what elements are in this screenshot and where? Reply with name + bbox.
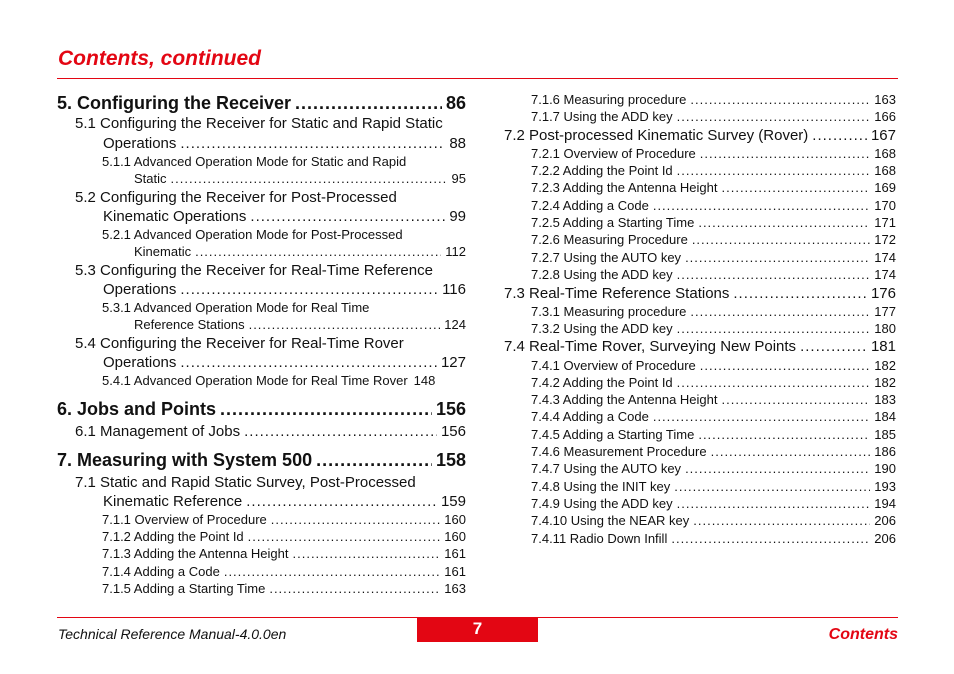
toc-entry-title: 7.4 Real-Time Rover, Surveying New Points <box>504 338 797 355</box>
toc-entry-7-3-1[interactable] <box>531 305 896 318</box>
dot-leader <box>698 216 870 229</box>
toc-entry-page: 168 <box>874 163 896 178</box>
dot-leader <box>295 94 442 112</box>
toc-entry-page: 176 <box>870 285 896 302</box>
toc-entry-7-4-5[interactable] <box>531 428 896 441</box>
toc-entry-title: 7.4.10 Using the NEAR key <box>531 513 690 528</box>
toc-entry-5[interactable] <box>57 94 466 112</box>
toc-entry-page: 124 <box>444 317 466 332</box>
toc-entry-title: Kinematic Reference <box>103 493 243 510</box>
toc-entry-7-2-4[interactable] <box>531 199 896 212</box>
toc-entry-page: 182 <box>874 375 896 390</box>
toc-entry-7-2-8[interactable] <box>531 268 896 281</box>
toc-entry-title: 7.2.7 Using the AUTO key <box>531 250 682 265</box>
toc-entry-title: 7.2.2 Adding the Point Id <box>531 163 673 178</box>
dot-leader <box>653 410 870 423</box>
toc-entry-7-1-line1[interactable]: 7.1 Static and Rapid Static Survey, Post-Processed <box>75 474 416 491</box>
toc-entry-title: 7.3 Real-Time Reference Stations <box>504 285 730 302</box>
dot-leader <box>685 251 870 264</box>
toc-entry-title: 7. Measuring with System 500 <box>57 450 313 470</box>
toc-entry-page: 166 <box>874 109 896 124</box>
toc-entry-title: 7.4.1 Overview of Procedure <box>531 358 696 373</box>
dot-leader <box>246 494 437 509</box>
toc-entry-7-4-7[interactable] <box>531 462 896 475</box>
toc-entry-5-1-1-line1[interactable]: 5.1.1 Advanced Operation Mode for Static and Rapid <box>102 154 407 169</box>
dot-leader <box>180 355 437 370</box>
toc-entry-title: 7.2 Post-processed Kinematic Survey (Rover) <box>504 127 809 144</box>
dot-leader <box>677 164 871 177</box>
dot-leader <box>733 286 867 301</box>
toc-entry-7-4-3[interactable] <box>531 393 896 406</box>
toc-entry-5-1[interactable] <box>103 136 466 151</box>
dot-leader <box>812 128 867 143</box>
toc-entry-title: 7.2.5 Adding a Starting Time <box>531 215 695 230</box>
page-title: Contents, continued <box>58 47 261 70</box>
toc-entry-title: Static <box>134 171 167 186</box>
toc-entry-title: 7.4.11 Radio Down Infill <box>531 531 668 546</box>
toc-entry-5-3-1-line1[interactable]: 5.3.1 Advanced Operation Mode for Real Time <box>102 300 370 315</box>
toc-entry-page: 206 <box>874 531 896 546</box>
toc-entry-page: 161 <box>444 546 466 561</box>
toc-entry-page: 160 <box>444 529 466 544</box>
toc-entry-7-1[interactable] <box>103 494 466 509</box>
toc-entry-page: 158 <box>435 450 466 470</box>
dot-leader <box>249 318 441 331</box>
toc-entry-title: 7.1.4 Adding a Code <box>102 564 220 579</box>
toc-entry-page: 185 <box>874 427 896 442</box>
dot-leader <box>250 209 445 224</box>
toc-entry-7-4[interactable] <box>504 339 896 354</box>
toc-entry-title: Operations <box>103 354 177 371</box>
dot-leader <box>711 445 871 458</box>
toc-entry-7-4-6[interactable] <box>531 445 896 458</box>
toc-entry-title: Operations <box>103 135 177 152</box>
dot-leader <box>671 532 870 545</box>
footer-manual-title: Technical Reference Manual-4.0.0en <box>58 626 287 642</box>
toc-entry-page: 171 <box>874 215 896 230</box>
toc-entry-title: 7.4.7 Using the AUTO key <box>531 461 682 476</box>
toc-entry-7-4-11[interactable] <box>531 532 896 545</box>
toc-entry-page: 99 <box>449 208 466 225</box>
page-number: 7 <box>417 618 538 642</box>
toc-entry-7[interactable] <box>57 451 466 469</box>
toc-entry-7-1-6[interactable] <box>531 93 896 106</box>
toc-entry-title: 7.1.7 Using the ADD key <box>531 109 673 124</box>
dot-leader <box>722 393 871 406</box>
toc-entry-7-2-1[interactable] <box>531 147 896 160</box>
toc-entry-title: 7.1.6 Measuring procedure <box>531 92 687 107</box>
toc-entry-7-1-4[interactable] <box>102 565 466 578</box>
dot-leader <box>677 268 871 281</box>
toc-entry-7-1-7[interactable] <box>531 110 896 123</box>
toc-entry-page: 167 <box>870 127 896 144</box>
toc-entry-7-2-3[interactable] <box>531 181 896 194</box>
dot-leader <box>700 147 871 160</box>
toc-entry-page: 177 <box>874 304 896 319</box>
toc-entry-title: 7.2.3 Adding the Antenna Height <box>531 180 718 195</box>
toc-entry-page: 161 <box>444 564 466 579</box>
toc-entry-5-3[interactable] <box>103 282 466 297</box>
toc-entry-7-4-9[interactable] <box>531 497 896 510</box>
toc-entry-page: 172 <box>874 232 896 247</box>
toc-entry-5-4[interactable] <box>103 355 466 370</box>
toc-entry-7-1-3[interactable] <box>102 547 466 560</box>
toc-entry-page: 127 <box>440 354 466 371</box>
toc-entry-title: 7.2.8 Using the ADD key <box>531 267 673 282</box>
toc-entry-page: 194 <box>874 496 896 511</box>
toc-entry-7-4-10[interactable] <box>531 514 896 527</box>
toc-entry-page: 112 <box>445 244 466 259</box>
toc-entry-7-1-2[interactable] <box>102 530 466 543</box>
toc-entry-7-2-5[interactable] <box>531 216 896 229</box>
toc-entry-page: 170 <box>874 198 896 213</box>
toc-entry-title: 7.4.8 Using the INIT key <box>531 479 671 494</box>
toc-entry-title: 7.1.3 Adding the Antenna Height <box>102 546 289 561</box>
dot-leader <box>700 359 871 372</box>
toc-entry-5-1-1[interactable] <box>134 172 466 185</box>
toc-entry-6[interactable] <box>57 400 466 418</box>
dot-leader <box>722 181 871 194</box>
footer-section-link[interactable]: Contents <box>828 626 898 643</box>
toc-entry-page: 163 <box>444 581 466 596</box>
dot-leader <box>800 339 867 354</box>
toc-entry-page: 86 <box>445 93 466 113</box>
toc-entry-title: Kinematic <box>134 244 192 259</box>
toc-entry-title: 6. Jobs and Points <box>57 399 217 419</box>
dot-leader <box>690 305 870 318</box>
toc-entry-7-4-2[interactable] <box>531 376 896 389</box>
dot-leader <box>293 547 441 560</box>
toc-entry-7-2-7[interactable] <box>531 251 896 264</box>
toc-entry-page: 190 <box>874 461 896 476</box>
toc-entry-page: 180 <box>874 321 896 336</box>
toc-entry-title: 7.1.2 Adding the Point Id <box>102 529 244 544</box>
dot-leader <box>271 513 441 526</box>
toc-entry-page: 159 <box>440 493 466 510</box>
toc-entry-7-2-2[interactable] <box>531 164 896 177</box>
toc-entry-5-4-line1[interactable]: 5.4 Configuring the Receiver for Real-Time Rover <box>75 335 404 352</box>
dot-leader <box>195 245 441 258</box>
dot-leader <box>180 136 445 151</box>
toc-entry-title: 7.4.6 Measurement Procedure <box>531 444 707 459</box>
dot-leader <box>698 428 870 441</box>
toc-entry-page: 174 <box>874 267 896 282</box>
toc-entry-5-2-line1[interactable]: 5.2 Configuring the Receiver for Post-Processed <box>75 189 397 206</box>
toc-entry-title: Kinematic Operations <box>103 208 247 225</box>
toc-entry-title: Reference Stations <box>134 317 245 332</box>
toc-entry-5-2-1[interactable] <box>134 245 466 258</box>
dot-leader <box>653 199 870 212</box>
toc-entry-page: 148 <box>413 373 436 388</box>
toc-entry-page: 156 <box>435 399 466 419</box>
header-divider <box>57 78 898 79</box>
toc-entry-page: 169 <box>874 180 896 195</box>
toc-entry-5-4-1[interactable] <box>102 374 466 387</box>
toc-entry-title: 7.2.4 Adding a Code <box>531 198 649 213</box>
toc-entry-title: 7.1.5 Adding a Starting Time <box>102 581 266 596</box>
toc-entry-page: 184 <box>874 409 896 424</box>
toc-entry-7-3[interactable] <box>504 286 896 301</box>
toc-entry-page: 88 <box>449 135 466 152</box>
toc-entry-title: 7.1.1 Overview of Procedure <box>102 512 267 527</box>
toc-entry-title: Operations <box>103 281 177 298</box>
dot-leader <box>171 172 448 185</box>
toc-entry-page: 183 <box>874 392 896 407</box>
toc-entry-page: 193 <box>874 479 896 494</box>
toc-entry-7-1-5[interactable] <box>102 582 466 595</box>
toc-entry-title: 5.4.1 Advanced Operation Mode for Real Time Rover <box>102 373 408 388</box>
toc-entry-5-3-1[interactable] <box>134 318 466 331</box>
toc-entry-page: 182 <box>874 358 896 373</box>
toc-entry-title: 5. Configuring the Receiver <box>57 93 292 113</box>
toc-entry-7-4-1[interactable] <box>531 359 896 372</box>
dot-leader <box>677 322 871 335</box>
dot-leader <box>248 530 441 543</box>
toc-entry-title: 7.2.6 Measuring Procedure <box>531 232 688 247</box>
toc-entry-page: 181 <box>870 338 896 355</box>
toc-entry-page: 174 <box>874 250 896 265</box>
dot-leader <box>316 451 432 469</box>
toc-entry-page: 186 <box>874 444 896 459</box>
toc-entry-title: 7.4.9 Using the ADD key <box>531 496 673 511</box>
toc-entry-7-3-2[interactable] <box>531 322 896 335</box>
toc-entry-page: 95 <box>451 171 466 186</box>
dot-leader <box>685 462 870 475</box>
dot-leader <box>180 282 438 297</box>
dot-leader <box>692 233 870 246</box>
dot-leader <box>677 110 871 123</box>
toc-entry-title: 7.2.1 Overview of Procedure <box>531 146 696 161</box>
toc-entry-6-1[interactable] <box>75 424 466 439</box>
toc-entry-5-2-1-line1[interactable]: 5.2.1 Advanced Operation Mode for Post-Processed <box>102 227 403 242</box>
dot-leader <box>677 497 871 510</box>
toc-entry-7-4-8[interactable] <box>531 480 896 493</box>
toc-entry-page: 168 <box>874 146 896 161</box>
toc-entry-title: 7.4.2 Adding the Point Id <box>531 375 673 390</box>
toc-entry-page: 206 <box>874 513 896 528</box>
toc-entry-title: 7.3.1 Measuring procedure <box>531 304 687 319</box>
dot-leader <box>693 514 870 527</box>
dot-leader <box>269 582 440 595</box>
toc-entry-title: 7.4.5 Adding a Starting Time <box>531 427 695 442</box>
dot-leader <box>677 376 871 389</box>
toc-entry-page: 156 <box>440 423 466 440</box>
toc-entry-7-1-1[interactable] <box>102 513 466 526</box>
toc-entry-title: 7.3.2 Using the ADD key <box>531 321 673 336</box>
toc-entry-5-2[interactable] <box>103 209 466 224</box>
toc-entry-7-4-4[interactable] <box>531 410 896 423</box>
toc-entry-7-2-6[interactable] <box>531 233 896 246</box>
toc-entry-page: 160 <box>444 512 466 527</box>
toc-entry-5-3-line1[interactable]: 5.3 Configuring the Receiver for Real-Time Reference <box>75 262 433 279</box>
toc-entry-page: 163 <box>874 92 896 107</box>
toc-entry-title: 7.4.4 Adding a Code <box>531 409 649 424</box>
toc-entry-page: 116 <box>442 281 466 298</box>
toc-entry-title: 6.1 Management of Jobs <box>75 423 241 440</box>
dot-leader <box>224 565 440 578</box>
toc-entry-7-2[interactable] <box>504 128 896 143</box>
dot-leader <box>244 424 437 439</box>
dot-leader <box>674 480 870 493</box>
dot-leader <box>690 93 870 106</box>
dot-leader <box>220 400 432 418</box>
toc-entry-5-1-line1[interactable]: 5.1 Configuring the Receiver for Static and Rapid Static <box>75 115 443 132</box>
toc-entry-title: 7.4.3 Adding the Antenna Height <box>531 392 718 407</box>
